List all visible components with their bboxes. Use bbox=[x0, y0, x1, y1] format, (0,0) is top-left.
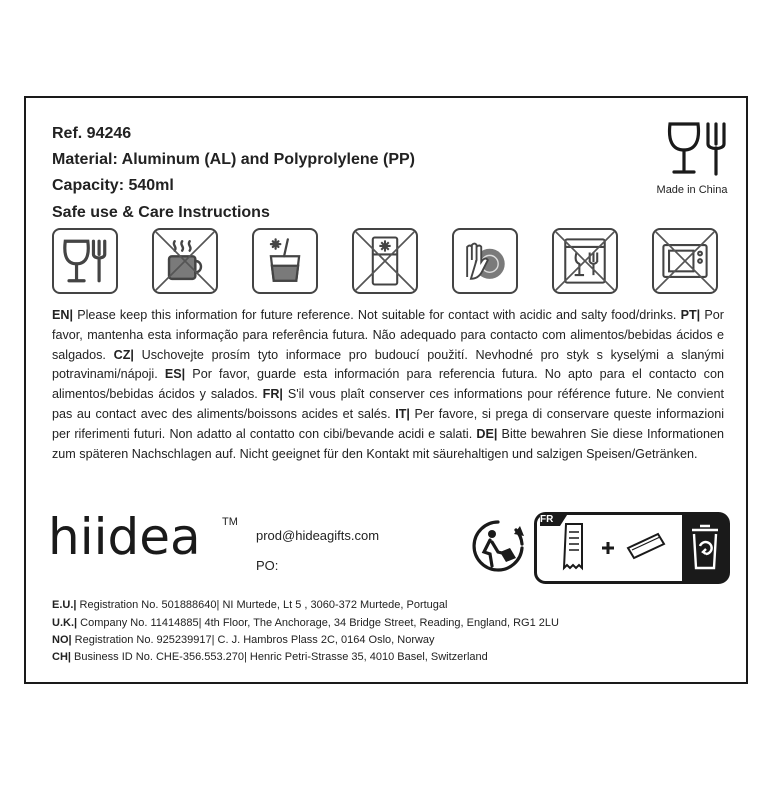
reg-text-uk: Company No. 11414885| 4th Floor, The Anchorage, 34 Bridge Street, Reading, England, RG1 2LU bbox=[77, 617, 559, 629]
instruction-pt: Por favor, mantenha esta informação para referência futura. Não adequado para contacto com alimentos/bebidas ácidos e salgados. bbox=[52, 308, 724, 362]
triman-recycle-icon bbox=[470, 518, 526, 576]
trademark-mark: TM bbox=[222, 516, 238, 528]
lang-code-de: DE| bbox=[476, 426, 498, 441]
made-in-text: Made in China bbox=[656, 184, 728, 196]
reg-text-ch: Business ID No. CHE-356.553.270| Henric Petri-Strasse 35, 4010 Basel, Switzerland bbox=[70, 651, 488, 663]
food-safe-icon bbox=[52, 228, 118, 294]
instruction-en: Please keep this information for future reference. Not suitable for contact with acidic and salty food/drinks. bbox=[73, 308, 681, 322]
safe-use-heading: Safe use & Care Instructions bbox=[52, 204, 270, 221]
brand-logo: hiidea bbox=[48, 508, 201, 566]
reg-code-no: NO| bbox=[52, 634, 72, 646]
lang-code-it: IT| bbox=[395, 406, 410, 421]
po-field: PO: bbox=[256, 558, 279, 573]
reg-text-no: Registration No. 925239917| C. J. Hambros Plass 2C, 0164 Oslo, Norway bbox=[71, 634, 435, 646]
no-freezer-icon bbox=[352, 228, 418, 294]
instruction-es: Por favor, guarde esta información para referencia futura. No apto para el contacto con alimentos/bebidas ácidos y salados. bbox=[52, 367, 724, 402]
contact-email: prod@hideagifts.com bbox=[256, 528, 380, 543]
food-contact-symbol-icon bbox=[666, 120, 730, 178]
registration-eu bbox=[52, 598, 447, 612]
instruction-de: Bitte bewahren Sie diese Informationen zum späteren Nachschlagen auf. Nicht geeignet für den Kontakt mit säurehaltigen und salzigen Speisen/Getränken. bbox=[52, 426, 724, 461]
lang-code-en: EN| bbox=[52, 308, 74, 322]
cold-drinks-icon bbox=[252, 228, 318, 294]
care-instructions-text bbox=[52, 306, 724, 464]
instruction-fr: S'il vous plaît conserver ces informations pour référence future. Ne convient pas au contact avec des aliments/boissons acides et salés. bbox=[52, 387, 724, 421]
registration-uk bbox=[52, 616, 559, 630]
triman-sorting-info bbox=[534, 512, 730, 584]
registration-no bbox=[52, 633, 435, 647]
lang-code-pt: PT| bbox=[680, 308, 701, 322]
ref-number: Ref. 94246 bbox=[52, 125, 132, 142]
instruction-cz: Uschovejte prosím tyto informace pro budoucí použití. Nevhodné pro styk s kyselými a slanými potravinami/nápoji. bbox=[52, 347, 724, 382]
product-label bbox=[24, 96, 748, 684]
material-info: Material: Aluminum (AL) and Polyprolylene (PP) bbox=[52, 151, 415, 168]
hand-wash-icon bbox=[452, 228, 518, 294]
registration-ch bbox=[52, 650, 488, 664]
no-dishwasher-icon bbox=[552, 228, 618, 294]
reg-code-eu: E.U.| bbox=[52, 599, 77, 611]
reg-text-eu: Registration No. 501888640| NI Murtede, Lt 5 , 3060-372 Murtede, Portugal bbox=[76, 599, 448, 611]
lang-code-cz: CZ| bbox=[113, 347, 134, 362]
no-hot-drinks-icon bbox=[152, 228, 218, 294]
lang-code-es: ES| bbox=[164, 367, 186, 382]
no-microwave-icon bbox=[652, 228, 718, 294]
reg-code-ch: CH| bbox=[52, 651, 71, 663]
reg-code-uk: U.K.| bbox=[52, 617, 78, 629]
capacity-info: Capacity: 540ml bbox=[52, 177, 174, 194]
lang-code-fr: FR| bbox=[262, 387, 283, 402]
instruction-it: Per favore, si prega di conservare queste informazioni per riferimenti futuri. Non adatto al contatto con cibi/bevande acidi e salati. bbox=[52, 406, 724, 441]
triman-fr-label: FR bbox=[540, 514, 554, 525]
